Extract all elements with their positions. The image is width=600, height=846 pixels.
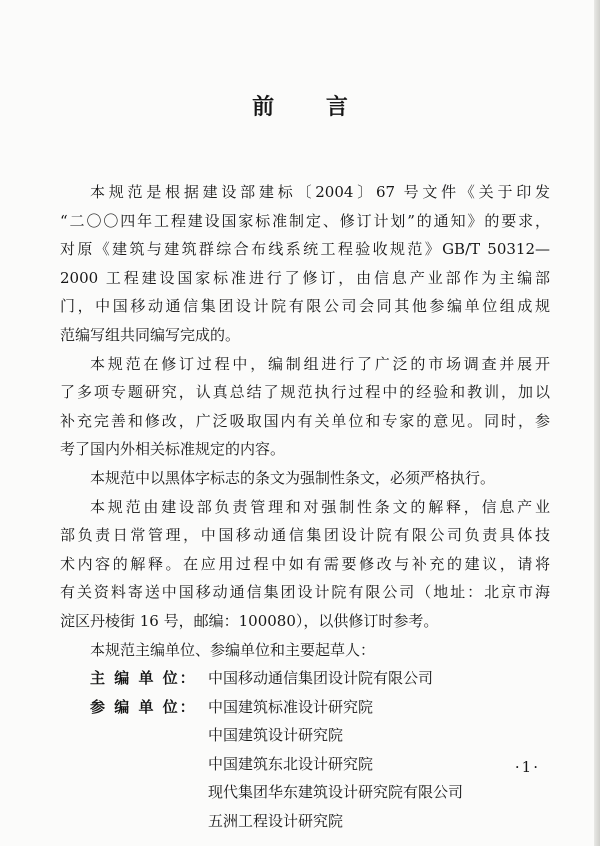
page-title: 前 言 [252, 95, 370, 120]
paragraph-line: 部负责日常管理，中国移动通信集团设计院有限公司负责具体技 [60, 526, 550, 545]
paragraph-line: 本规范是根据建设部建标〔2004〕67 号文件《关于印发 [90, 183, 550, 201]
paragraph-line: 有关资料寄送中国移动通信集团设计院有限公司（地址：北京市海 [60, 583, 550, 602]
participant-unit-row [60, 807, 550, 836]
participant-unit-name: 五洲工程设计研究院 [208, 812, 344, 831]
paragraph-line: 门，中国移动通信集团设计院有限公司会同其他参编单位组成规 [60, 297, 550, 316]
participant-unit-name: 中国建筑标准设计研究院 [208, 697, 374, 716]
page-number: ·1· [514, 758, 540, 776]
participant-unit-name: 现代集团华东建筑设计研究院有限公司 [208, 783, 464, 802]
participant-unit-name: 中国建筑设计研究院 [208, 726, 344, 745]
paragraph-line: “二〇〇四年工程建设国家标准制定、修订计划”的通知》的要求， [60, 211, 550, 230]
participant-unit-row [60, 750, 550, 779]
paragraph-line: 本规范主编单位、参编单位和主要起草人： [90, 640, 376, 659]
participant-unit-row [60, 721, 550, 750]
participant-unit-label: 参 编 单 位： [90, 697, 197, 716]
page-edge-shadow [594, 0, 600, 846]
paragraph-line: 术内容的解释。在应用过程中如有需要修改与补充的建议，请将 [60, 554, 550, 573]
paragraph-2 [60, 350, 550, 464]
paragraph-line: 2000 工程建设国家标准进行了修订，由信息产业部作为主编部 [60, 268, 550, 287]
chief-unit-row [60, 664, 550, 693]
paragraph-line: 对原《建筑与建筑群综合布线系统工程验收规范》GB/T 50312— [60, 240, 550, 259]
paragraph-line: 淀区丹棱街 16 号，邮编：100080），以供修订时参考。 [60, 611, 439, 630]
paragraph-5 [60, 636, 550, 665]
paragraph-3 [60, 464, 550, 493]
paragraph-line: 本规范由建设部负责管理和对强制性条文的解释，信息产业 [90, 497, 550, 516]
paragraph-line: 考了国内外相关标准规定的内容。 [60, 440, 286, 459]
paragraph-line: 范编写组共同编写完成的。 [60, 325, 241, 344]
paragraph-line: 本规范中以黑体字标志的条文为强制性条文，必须严格执行。 [90, 468, 496, 487]
chief-unit-label: 主 编 单 位： [90, 669, 197, 688]
paragraph-1 [60, 178, 550, 350]
participant-unit-name: 中国建筑东北设计研究院 [208, 754, 374, 773]
paragraph-line: 本规范在修订过程中，编制组进行了广泛的市场调查并展开 [90, 354, 550, 373]
paragraph-4 [60, 493, 550, 636]
document-body [60, 178, 550, 836]
chief-unit-name: 中国移动通信集团设计院有限公司 [208, 669, 434, 688]
paragraph-line: 补充完善和修改，广泛吸取国内有关单位和专家的意见。同时，参 [60, 411, 550, 430]
editor-units [60, 664, 550, 836]
paragraph-line: 了多项专题研究，认真总结了规范执行过程中的经验和教训，加以 [60, 383, 550, 402]
participant-unit-row [60, 778, 550, 807]
participant-unit-row [60, 693, 550, 722]
